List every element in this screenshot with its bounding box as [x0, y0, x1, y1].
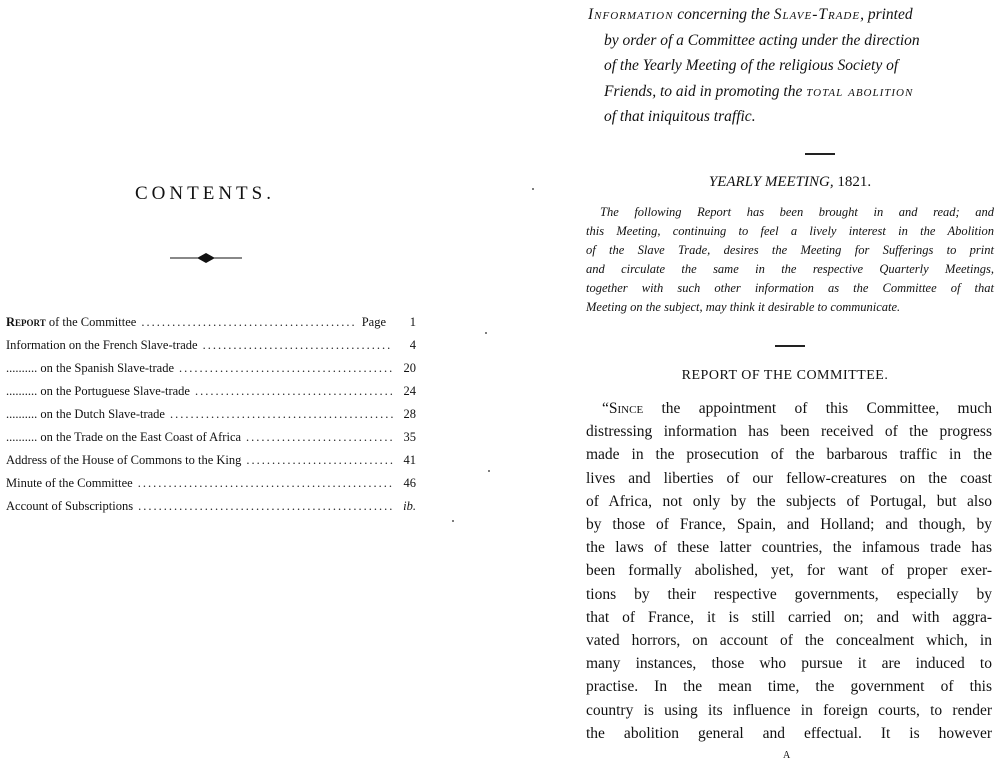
toc-ditto-dots: .......... [6, 384, 38, 398]
toc-entry-text: on the Spanish Slave-trade [37, 361, 175, 375]
toc-entry-text: on the Trade on the East Coast of Africa [37, 430, 242, 444]
toc-page-number: 1 [409, 315, 416, 329]
report-body: “Since the appointment of this Committee, much distressing information has been received of the progress made in the prosecution of the barbarous traffic in the lives and liberties of our fellow-creatures on the coast of Africa, not only by the subjects of Portugal, but also by those of France, Spain, and Holland; and though, by the laws of these latter countries, the infamous trade has been formally abolished, yet, for want of proper exer- tions by their respective governments, especially by that of France, it is still carried on; and with aggra- vated horrors, on account of the concealment which, in many instances, those who pursue it are induced to practise. In the mean time, the government of this country is using its influence in foreign courts, to render the abolition general and effectual. It is however [586, 400, 992, 742]
toc-ditto-dots: .......... [6, 430, 38, 444]
paper-speck [488, 470, 490, 472]
contents-title: CONTENTS. [135, 183, 275, 204]
dot-leader [141, 315, 356, 330]
toc-entry-report [6, 315, 416, 338]
toc-page-label: Page [361, 315, 386, 329]
toc-entry-text: Address of the House of Commons to the King [6, 453, 242, 467]
toc-entry-minute [6, 476, 416, 499]
right-page [500, 0, 1000, 765]
toc-entry-east-coast [6, 430, 416, 453]
toc-entry-dutch [6, 407, 416, 430]
yearly-meeting-minute: The following Report has been brought in and read; and this Meeting, continuing to feel a lively interest in the Abolition of the Slave Trade, desires the Meeting for Sufferings to print and circulate the same in the respective Quarterly Meetings, together with such other information as the Committee of that Meeting on the subject, may think it desirable to communicate. [586, 205, 994, 314]
report-heading: REPORT OF THE COMMITTEE. [681, 368, 889, 383]
section-rule [805, 153, 835, 155]
toc-entry-subscriptions [6, 499, 416, 522]
signature-mark: A [783, 750, 791, 761]
dot-leader [138, 499, 393, 514]
toc-entry-text: of the Committee [45, 315, 137, 329]
toc-page-number: ib. [403, 499, 416, 513]
dot-leader [138, 476, 393, 491]
toc-page-number: 28 [403, 407, 416, 421]
toc-entry-text: Account of Subscriptions [6, 499, 134, 513]
toc-page-number: 41 [403, 453, 416, 467]
toc-ditto-dots: .......... [6, 361, 38, 375]
yearly-meeting-title: YEARLY MEETING, 1821. [708, 174, 872, 190]
toc-entry-text: on the Portuguese Slave-trade [37, 384, 190, 398]
toc-ditto-dots: .......... [6, 407, 38, 421]
dot-leader [195, 384, 393, 399]
dot-leader [179, 361, 393, 376]
toc-page-number: 20 [403, 361, 416, 375]
dot-leader [170, 407, 393, 422]
toc-entry-spanish [6, 361, 416, 384]
diamond-ornament [170, 252, 242, 264]
toc-entry-french [6, 338, 416, 361]
dot-leader [203, 338, 393, 353]
information-heading: Information concerning the Slave-Trade, printed by order of a Committee acting under the direction of the Yearly Meeting of the religious Society of Friends, to aid in promoting the total abolition of that iniquitous traffic. [588, 6, 920, 125]
toc-entry-text: on the Dutch Slave-trade [37, 407, 165, 421]
dot-leader [246, 430, 393, 445]
toc-page-number: 24 [403, 384, 416, 398]
toc-page-number: 46 [403, 476, 416, 490]
section-rule [775, 345, 805, 347]
toc-entry-smallcaps: Report [6, 315, 46, 329]
toc-entry-address [6, 453, 416, 476]
table-of-contents [6, 315, 416, 522]
toc-entry-portuguese [6, 384, 416, 407]
toc-page-number: 35 [403, 430, 416, 444]
toc-page-number: 4 [409, 338, 416, 352]
paper-speck [452, 520, 454, 522]
toc-entry-text: Information on the French Slave-trade [6, 338, 198, 352]
toc-entry-text: Minute of the Committee [6, 476, 133, 490]
dot-leader [246, 453, 393, 468]
paper-speck [485, 332, 487, 334]
